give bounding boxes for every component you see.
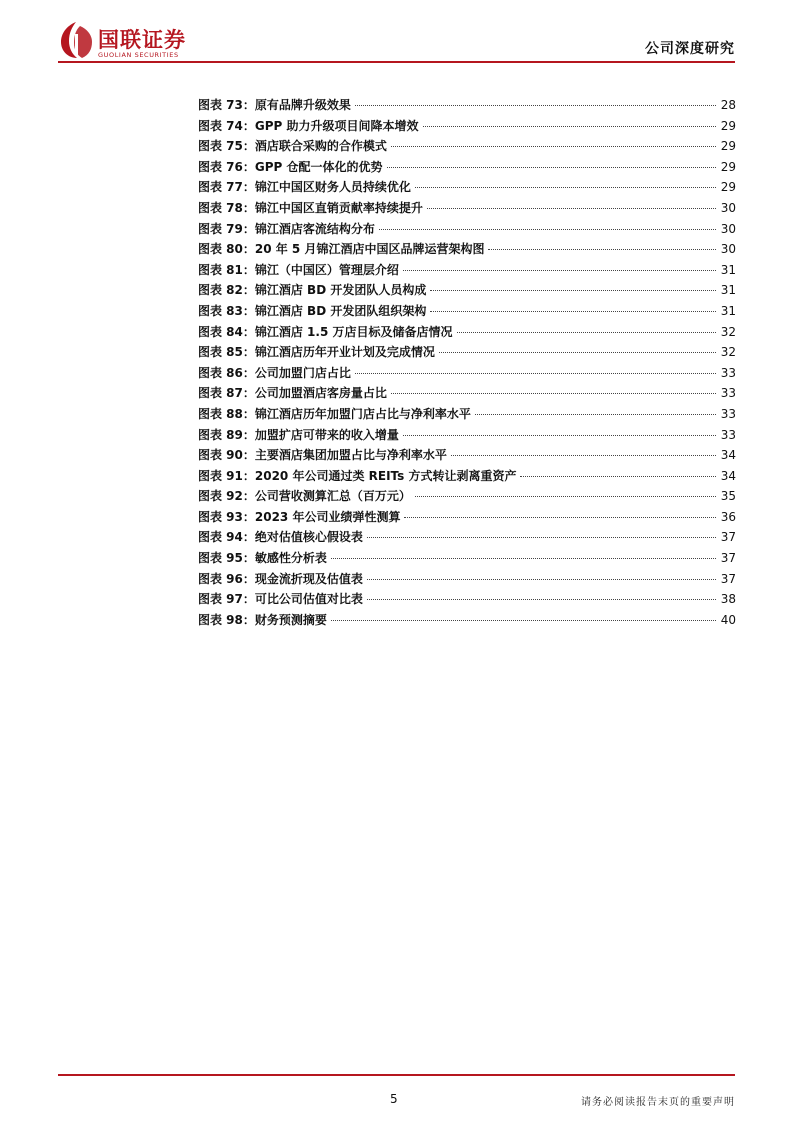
toc-entry[interactable] [198, 426, 736, 447]
toc-entry[interactable] [198, 508, 736, 529]
toc-entry-label: 图表 82：锦江酒店 BD 开发团队人员构成 [198, 283, 427, 298]
toc-entry-page: 31 [720, 262, 736, 277]
toc-dot-leader [355, 373, 716, 374]
toc-entry-label: 图表 89：加盟扩店可带来的收入增量 [198, 427, 399, 442]
toc-dot-leader [439, 352, 716, 353]
header-divider [58, 61, 735, 63]
toc-dot-leader [404, 517, 716, 518]
toc-entry-page: 37 [720, 551, 736, 566]
toc-entry-label: 图表 76：GPP 仓配一体化的优势 [198, 159, 383, 174]
toc-entry[interactable] [198, 611, 736, 632]
toc-entry[interactable] [198, 549, 736, 570]
toc-dot-leader [415, 187, 716, 188]
toc-entry-page: 31 [720, 283, 736, 298]
toc-entry-label: 图表 94：绝对估值核心假设表 [198, 530, 363, 545]
toc-entry[interactable] [198, 364, 736, 385]
brand-logo [58, 20, 208, 60]
toc-dot-leader [331, 620, 716, 621]
toc-entry-page: 30 [720, 242, 736, 257]
toc-entry-page: 29 [720, 139, 736, 154]
toc-entry-page: 34 [720, 468, 736, 483]
toc-entry-label: 图表 84：锦江酒店 1.5 万店目标及储备店情况 [198, 324, 453, 339]
toc-entry[interactable] [198, 117, 736, 138]
toc-dot-leader [403, 435, 716, 436]
toc-entry-label: 图表 88：锦江酒店历年加盟门店占比与净利率水平 [198, 406, 471, 421]
toc-entry[interactable] [198, 528, 736, 549]
toc-dot-leader [488, 249, 716, 250]
toc-entry-label: 图表 90：主要酒店集团加盟占比与净利率水平 [198, 448, 447, 463]
toc-entry[interactable] [198, 487, 736, 508]
toc-entry[interactable] [198, 570, 736, 591]
toc-entry-label: 图表 80：20 年 5 月锦江酒店中国区品牌运营架构图 [198, 242, 485, 257]
brand-name-en: GUOLIAN SECURITIES [98, 51, 179, 59]
page-number: 5 [390, 1092, 398, 1106]
toc-entry[interactable] [198, 240, 736, 261]
toc-entry-label: 图表 86：公司加盟门店占比 [198, 365, 351, 380]
toc-entry[interactable] [198, 281, 736, 302]
toc-entry-page: 33 [720, 406, 736, 421]
toc-entry-label: 图表 91：2020 年公司通过类 REITs 方式转让剥离重资产 [198, 468, 517, 483]
toc-entry[interactable] [198, 261, 736, 282]
toc-dot-leader [430, 290, 716, 291]
toc-entry[interactable] [198, 384, 736, 405]
toc-entry[interactable] [198, 446, 736, 467]
toc-entry-page: 33 [720, 365, 736, 380]
figure-index-list [198, 96, 736, 631]
toc-entry-page: 33 [720, 386, 736, 401]
toc-dot-leader [355, 105, 716, 106]
toc-entry[interactable] [198, 220, 736, 241]
toc-dot-leader [367, 599, 716, 600]
toc-entry-label: 图表 81：锦江（中国区）管理层介绍 [198, 262, 399, 277]
toc-entry-page: 36 [720, 509, 736, 524]
toc-dot-leader [430, 311, 716, 312]
toc-entry-label: 图表 77：锦江中国区财务人员持续优化 [198, 180, 411, 195]
toc-entry-label: 图表 75：酒店联合采购的合作模式 [198, 139, 387, 154]
toc-dot-leader [423, 126, 717, 127]
toc-entry-label: 图表 97：可比公司估值对比表 [198, 592, 363, 607]
toc-entry[interactable] [198, 137, 736, 158]
toc-entry-label: 图表 74：GPP 助力升级项目间降本增效 [198, 118, 419, 133]
footer-divider [58, 1074, 735, 1076]
toc-entry-page: 30 [720, 200, 736, 215]
toc-dot-leader [415, 496, 716, 497]
toc-entry-page: 33 [720, 427, 736, 442]
brand-logo-icon [58, 20, 94, 60]
toc-entry-label: 图表 87：公司加盟酒店客房量占比 [198, 386, 387, 401]
toc-entry-label: 图表 92：公司营收测算汇总（百万元） [198, 489, 411, 504]
toc-dot-leader [379, 229, 716, 230]
toc-entry[interactable] [198, 590, 736, 611]
toc-entry-label: 图表 96：现金流折现及估值表 [198, 571, 363, 586]
toc-dot-leader [451, 455, 716, 456]
toc-entry-page: 28 [720, 98, 736, 112]
toc-entry[interactable] [198, 96, 736, 117]
toc-entry-page: 37 [720, 571, 736, 586]
toc-entry-label: 图表 85：锦江酒店历年开业计划及完成情况 [198, 345, 435, 360]
toc-entry-page: 40 [720, 612, 736, 627]
toc-dot-leader [475, 414, 716, 415]
toc-entry-page: 31 [720, 303, 736, 318]
toc-entry[interactable] [198, 467, 736, 488]
toc-entry-page: 38 [720, 592, 736, 607]
toc-entry-label: 图表 83：锦江酒店 BD 开发团队组织架构 [198, 303, 427, 318]
footer-disclaimer: 请务必阅读报告末页的重要声明 [581, 1097, 735, 1108]
toc-entry[interactable] [198, 343, 736, 364]
toc-entry-page: 32 [720, 345, 736, 360]
toc-dot-leader [457, 332, 717, 333]
toc-dot-leader [387, 167, 717, 168]
toc-entry-page: 30 [720, 221, 736, 236]
toc-entry-label: 图表 78：锦江中国区直销贡献率持续提升 [198, 200, 423, 215]
toc-dot-leader [367, 579, 716, 580]
toc-entry-page: 34 [720, 448, 736, 463]
brand-name-cn: 国联证券 [98, 28, 186, 52]
toc-dot-leader [403, 270, 716, 271]
toc-dot-leader [520, 476, 716, 477]
toc-dot-leader [367, 537, 716, 538]
toc-entry[interactable] [198, 302, 736, 323]
toc-entry-label: 图表 98：财务预测摘要 [198, 612, 327, 627]
toc-entry[interactable] [198, 323, 736, 344]
toc-dot-leader [391, 146, 716, 147]
toc-entry[interactable] [198, 158, 736, 179]
toc-dot-leader [427, 208, 716, 209]
report-type-label: 公司深度研究 [645, 41, 735, 57]
toc-entry-label: 图表 95：敏感性分析表 [198, 551, 327, 566]
toc-entry[interactable] [198, 178, 736, 199]
toc-entry-page: 29 [720, 118, 736, 133]
toc-entry-page: 29 [720, 159, 736, 174]
toc-entry[interactable] [198, 199, 736, 220]
toc-dot-leader [391, 393, 716, 394]
toc-entry-page: 29 [720, 180, 736, 195]
toc-entry-label: 图表 73：原有品牌升级效果 [198, 98, 351, 112]
toc-entry-page: 35 [720, 489, 736, 504]
toc-entry-page: 37 [720, 530, 736, 545]
toc-entry-label: 图表 93：2023 年公司业绩弹性测算 [198, 509, 401, 524]
page-header [0, 0, 793, 64]
toc-dot-leader [331, 558, 716, 559]
toc-entry[interactable] [198, 405, 736, 426]
toc-entry-label: 图表 79：锦江酒店客流结构分布 [198, 221, 375, 236]
toc-entry-page: 32 [720, 324, 736, 339]
